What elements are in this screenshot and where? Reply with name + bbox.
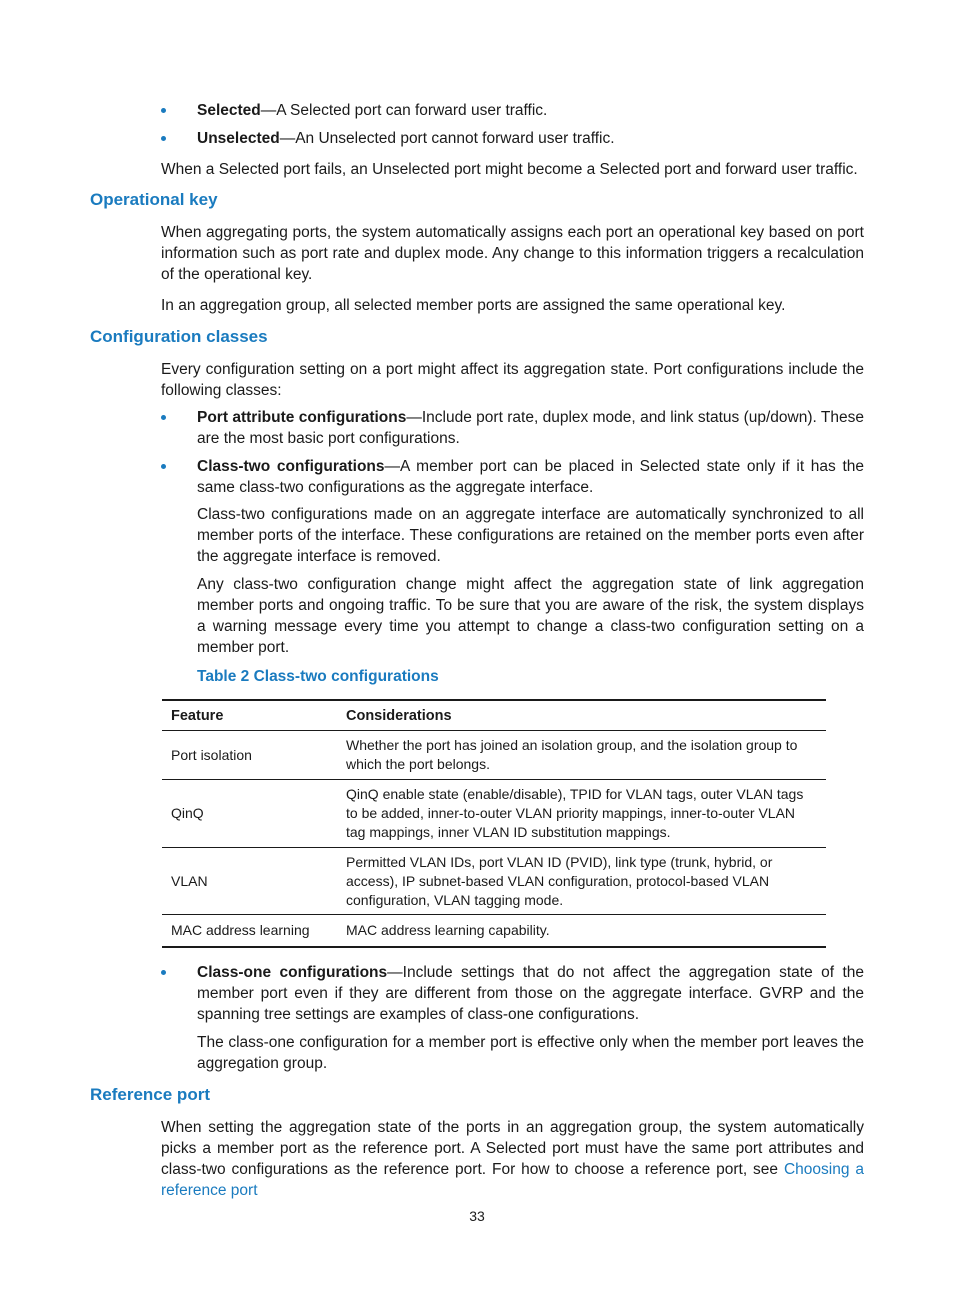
feature-cell: QinQ <box>162 780 337 848</box>
term-selected: Selected <box>197 102 261 119</box>
table-row <box>162 731 826 780</box>
class-two-paragraph-2: Any class-two configuration change might affect the aggregation state of link aggregation member ports and ongoing traffic. To be sure that you are aware of the risk, the system displays a warning message every time you attempt to change a class-two configuration setting on a member port. <box>197 576 864 656</box>
column-header-feature: Feature <box>162 700 337 731</box>
bullet-dot-icon <box>161 970 166 975</box>
bullet-text: —A Selected port can forward user traffic. <box>260 102 548 119</box>
term-class-one: Class-one configurations <box>197 964 388 981</box>
bullet-text: —A member port can be placed in Selected state only if it has the same class-two configurations as the aggregate interface. <box>197 458 865 496</box>
considerations-cell: QinQ enable state (enable/disable), TPID for VLAN tags, outer VLAN tags to be added, inner-to-outer VLAN priority mappings, inner-to-outer VLAN tag mappings, inner VLAN ID substitution mappings. <box>337 780 826 848</box>
bullet-dot-icon <box>161 415 166 420</box>
reference-port-paragraph <box>161 1117 864 1201</box>
heading-configuration-classes: Configuration classes <box>90 327 268 346</box>
bullet-dot-icon <box>161 108 166 113</box>
bullet-text: —An Unselected port cannot forward user traffic. <box>279 130 615 147</box>
considerations-cell: Permitted VLAN IDs, port VLAN ID (PVID), link type (trunk, hybrid, or access), IP subnet-based VLAN configuration, protocol-based VLAN configuration, VLAN tagging mode. <box>337 848 826 915</box>
bullet-dot-icon <box>161 464 166 469</box>
term-unselected: Unselected <box>197 130 280 147</box>
selected-note: When a Selected port fails, an Unselected port might become a Selected port and forward user traffic. <box>161 161 858 178</box>
feature-cell: VLAN <box>162 848 337 915</box>
bullet-text: —Include port rate, duplex mode, and link status (up/down). These are the most basic port configurations. <box>197 409 864 447</box>
class-one-paragraph: The class-one configuration for a member port is effective only when the member port leaves the aggregation group. <box>197 1034 864 1072</box>
bullet-text: —Include settings that do not affect the aggregation state of the member port even if they are different from those on the aggregate interface. GVRP and the spanning tree settings are examples of class-one configurations. <box>197 964 864 1023</box>
operational-key-paragraph: When aggregating ports, the system automatically assigns each port an operational key based on port information such as port rate and duplex mode. Any change to this information triggers a recalculation of the operational key. <box>161 224 864 283</box>
feature-cell: MAC address learning <box>171 921 310 938</box>
table-header-row <box>162 700 826 731</box>
class-two-table <box>162 699 826 948</box>
table-caption: Table 2 Class-two configurations <box>197 668 439 685</box>
considerations-cell: MAC address learning capability. <box>346 921 550 938</box>
heading-reference-port: Reference port <box>90 1085 210 1104</box>
bullet-dot-icon <box>161 136 166 141</box>
choosing-reference-port-link[interactable]: Choosing a reference port <box>161 1161 864 1199</box>
reference-port-text: When setting the aggregation state of the ports in an aggregation group, the system automatically picks a member port as the reference port. A Selected port must have the same port attributes and class-two configurations as the reference port. For how to choose a reference port, see <box>161 1119 864 1178</box>
column-header-considerations: Considerations <box>337 700 826 731</box>
heading-operational-key: Operational key <box>90 190 218 209</box>
page-number: 33 <box>469 1208 485 1224</box>
table-row <box>162 915 826 947</box>
considerations-cell: Whether the port has joined an isolation group, and the isolation group to which the port belongs. <box>337 731 826 780</box>
term-class-two: Class-two configurations <box>197 458 385 475</box>
feature-cell: Port isolation <box>162 731 337 780</box>
table-row <box>162 848 826 915</box>
term-port-attribute: Port attribute configurations <box>197 409 407 426</box>
configuration-classes-intro: Every configuration setting on a port might affect its aggregation state. Port configurations include the following classes: <box>161 361 864 399</box>
operational-key-paragraph-2: In an aggregation group, all selected member ports are assigned the same operational key. <box>161 297 786 314</box>
table-row <box>162 780 826 848</box>
class-two-paragraph-1: Class-two configurations made on an aggregate interface are automatically synchronized to all member ports of the interface. These configurations are retained on the member ports even after the aggregate interface is removed. <box>197 506 864 565</box>
